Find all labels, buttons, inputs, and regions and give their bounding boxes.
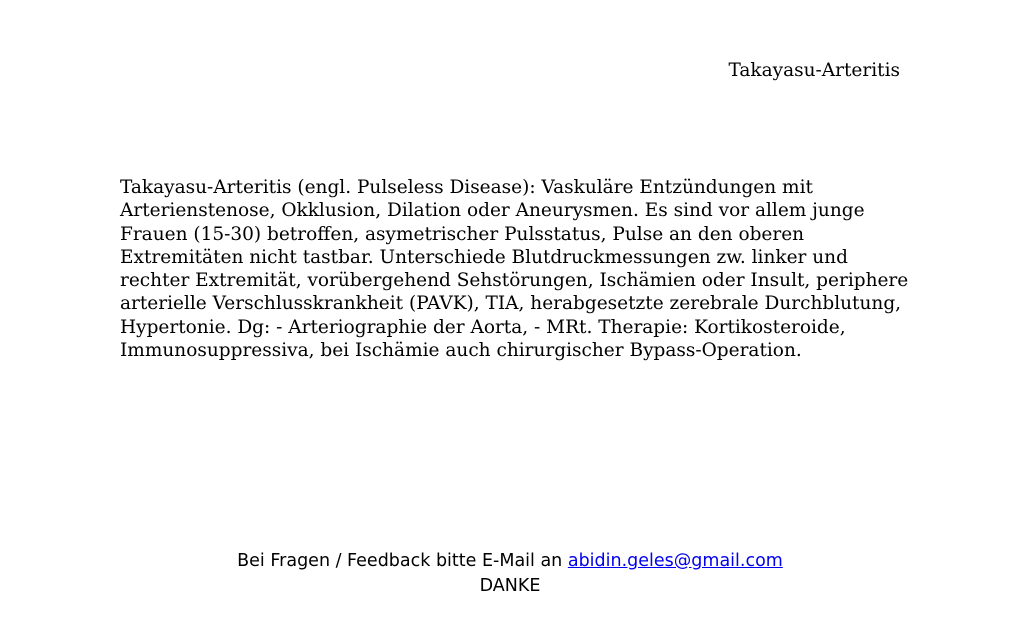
document-body: Takayasu-Arteritis (engl. Pulseless Disease): Vaskuläre Entzündungen mit Arterienstenose, Okklusion, Dilation oder Aneurysmen. Es sind vor allem junge Frauen (15-30) betroffen, asymetrischer Pulsstatus, Pulse an den oberen Extremitäten nicht tastbar. Unterschiede Blutdruckmessungen zw. linker und rechter Extremität, vorübergehend Sehstörungen, Ischämien oder Insult, periphere arterielle Verschlusskrankheit (PAVK), TIA, herabgesetzte zerebrale Durchblutung, Hypertonie. Dg: - Arteriographie der Aorta, - MRt. Therapie: Kortikosteroide, Immunosuppressiva, bei Ischämie auch chirurgischer Bypass-Operation.	[120, 177, 909, 362]
feedback-prefix: Bei Fragen / Feedback bitte E-Mail an	[237, 551, 568, 571]
feedback-line	[0, 549, 1020, 574]
footer	[0, 549, 1020, 599]
thanks-text: DANKE	[479, 576, 541, 596]
document-title: Takayasu-Arteritis	[728, 60, 900, 81]
email-link[interactable]: abidin.geles@gmail.com	[567, 551, 783, 571]
